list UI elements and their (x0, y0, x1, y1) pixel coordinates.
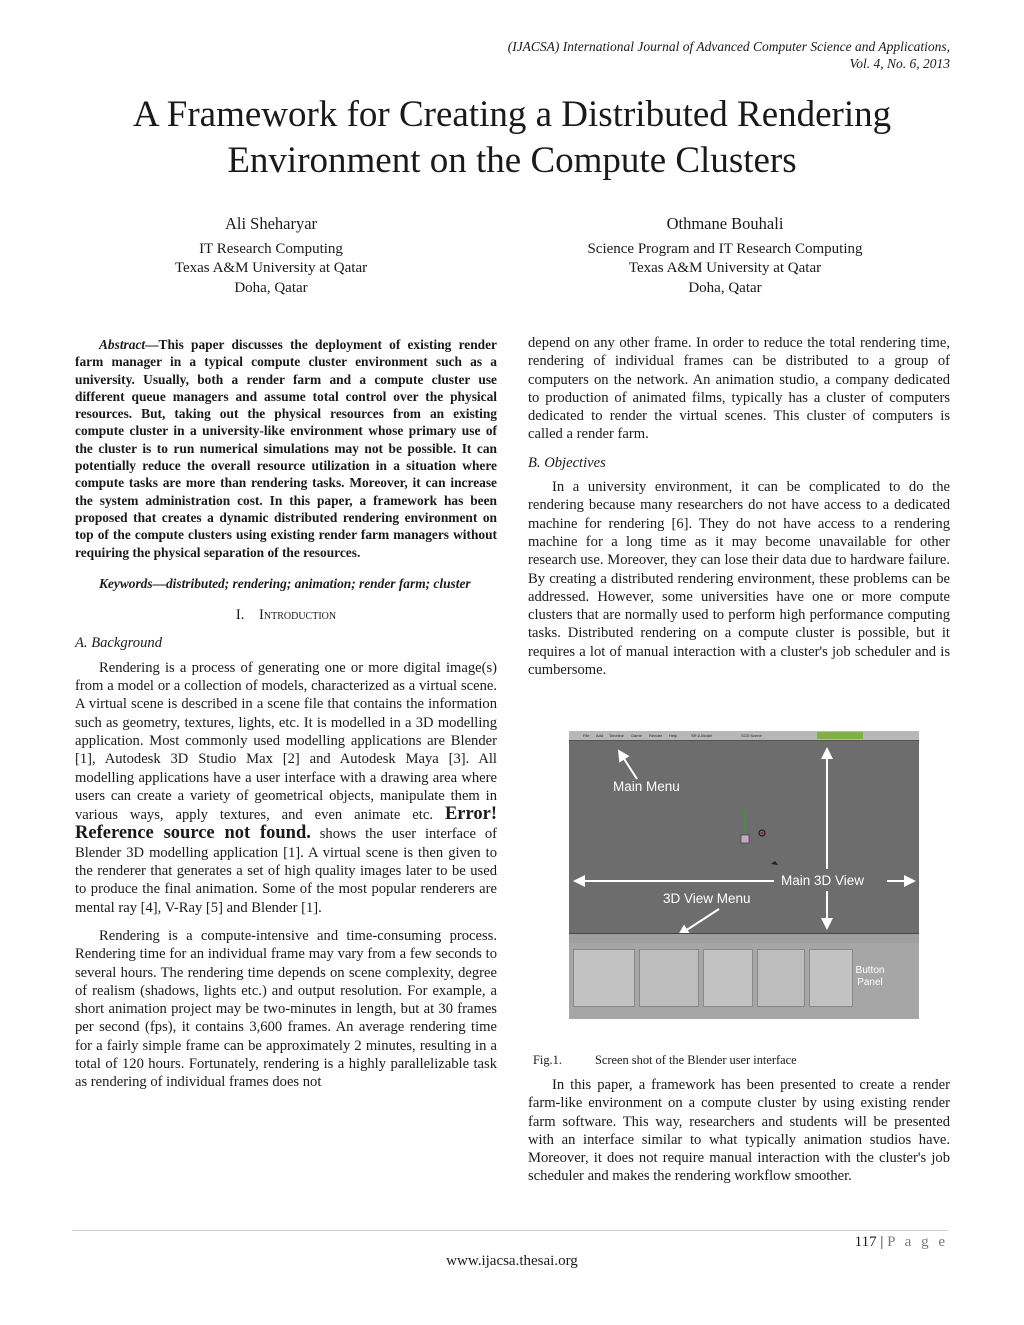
paragraph: depend on any other frame. In order to reduce the total rendering time, rendering of individual frames can be distributed to a group of computers on the network. An animation studio, a company dedicated to production of animated films, typically has a cluster of computers dedicated to render the virtual scenes. This cluster of computers is called a render farm. (528, 335, 950, 443)
panel-block (809, 949, 853, 1007)
author-location: Doha, Qatar (234, 279, 308, 296)
paragraph: In a university environment, it can be complicated to do the rendering because many researchers do not have access to a dedicated machine for rendering [6]. They do not have access to a rendering machine for a long time as it may become unavailable for other research use. Moreover, they can lose their data due to hardware failure. By creating a distributed rendering environment, these problems can be addressed. However, some universities have one or more compute clusters that are normally used to perform high performance computing tasks. Distributed rendering on a compute cluster is possible, but it requires a lot of manual interaction with a cluster's job scheduler and is cumbersome. (528, 479, 950, 679)
journal-header (508, 38, 950, 72)
paper-title: A Framework for Creating a Distributed Rendering Environment on the Compute Clusters (132, 94, 892, 181)
3d-view-menu-label: 3D View Menu (663, 891, 751, 906)
section-number: I. (235, 607, 245, 624)
menu-item: Help (669, 733, 678, 738)
page-word: P a g e (887, 1234, 948, 1250)
author-location: Doha, Qatar (688, 279, 762, 296)
menu-item: SCE:Scene (741, 733, 762, 738)
author-block-1 (121, 214, 421, 298)
figure-caption (533, 1053, 797, 1068)
paragraph: In this paper, a framework has been presented to create a render farm-like environment on a compute cluster by using existing render farm software. This way, researchers and students will be presented with an interface similar to what typically animation studios have. Moreover, it does not require manual interaction with the cluster's job scheduler and makes the rendering workflow smoother. (528, 1077, 950, 1185)
subsection-heading: B. Objectives (528, 454, 606, 471)
journal-url[interactable]: www.ijacsa.thesai.org (446, 1253, 578, 1269)
menu-item: Game (631, 733, 642, 738)
footer-divider (72, 1230, 948, 1231)
abstract-label: Abstract (99, 337, 146, 352)
section-heading (75, 606, 497, 624)
blender-screenshot (569, 731, 919, 1019)
paragraph (75, 659, 497, 917)
section-title: Introduction (259, 607, 337, 624)
panel-block (639, 949, 699, 1007)
paragraph-text: Rendering is a process of generating one or more digital image(s) from a model or a collection of models, characterized as a virtual scene. A virtual scene is described in a scene file that contains the information such as geometry, textures, lights, etc. It is modelled in a 3D modelling application. Most commonly used modelling applications are Blender [1], Autodesk 3D Studio Max [2] and Autodesk Maya [3]. All modelling applications have a user interface with a drawing area where users can create a variety of geometrical objects, manipulate them in various ways, apply textures, and even animate etc. (75, 659, 497, 824)
cube-object (741, 835, 749, 843)
main-3d-view-label: Main 3D View (781, 873, 865, 888)
menu-item: SR:2-Model (691, 733, 713, 738)
abstract (75, 336, 497, 561)
author-block-2 (545, 214, 905, 298)
author-name: Othmane Bouhali (666, 214, 784, 233)
right-column-continued (528, 1076, 950, 1186)
abstract-text: —This paper discusses the deployment of existing render farm manager in a typical compute cluster environment such as a university. Usually, both a render farm and a compute cluster use different queue managers and assume total control over the physical resources. But, taking out the physical resources from an existing compute cluster in a university-like environment whose primary use of the cluster is to run numerical simulations may not be possible. It can potentially reduce the overall resource utilization in a situation where compute tasks are more than rendering tasks. Moreover, it can increase the system administration cost. In this paper, a framework has been proposed that creates a dynamic distributed rendering environment on top of the compute clusters using existing render farm managers without requiring the physical separation of the resources. (75, 337, 497, 560)
button-panel-label-line: Button (855, 965, 885, 976)
3d-cursor-center (761, 832, 763, 834)
journal-volume: Vol. 4, No. 6, 2013 (849, 56, 950, 71)
menu-item: Render (649, 733, 663, 738)
caption-text: Screen shot of the Blender user interface (595, 1053, 797, 1067)
author-university: Texas A&M University at Qatar (628, 260, 822, 276)
menu-item: Add (596, 733, 604, 738)
journal-name: (IJACSA) International Journal of Advanced Computer Science and Applications, (507, 39, 950, 54)
keywords: Keywords—distributed; rendering; animation; render farm; cluster (99, 575, 471, 591)
panel-block (757, 949, 805, 1007)
menu-item: Timeline (609, 733, 624, 738)
page-number-value: 117 (854, 1234, 877, 1250)
main-menu-arrow (619, 751, 637, 779)
button-panel-label-line: Panel (857, 977, 883, 988)
author-name: Ali Sheharyar (224, 214, 318, 233)
page-separator: | (876, 1234, 888, 1250)
camera-object (771, 861, 778, 865)
right-column (528, 334, 950, 679)
paragraph-text: shows the user interface of Blender 3D modelling application [1]. A virtual scene is then given to the renderer that generates a set of high quality images later to be used to produce the final animation. Some of the most popular renderers are mental ray [4], V-Ray [5] and Blender [1]. (75, 826, 497, 916)
main-menu-label: Main Menu (613, 779, 680, 794)
page-number (855, 1234, 948, 1251)
left-column (75, 336, 497, 1092)
panel-block (573, 949, 635, 1007)
broken-reference: Error! Reference source not found. (75, 804, 497, 844)
panel-block (703, 949, 753, 1007)
menu-item: File (583, 733, 590, 738)
button-panel (569, 943, 919, 1019)
paragraph: Rendering is a compute-intensive and time-consuming process. Rendering time for an individual frame may vary from a few seconds to several hours. The rendering time depends on scene complexity, degree of realism (shadows, lights etc.) and output resolution. For example, a short animation project may be two-minutes in length, but at 30 frames per second (fps), it contains 3,600 frames. An average rendering time for a fairly simple frame can be approximately 2 minutes, resulting in a total of 120 hours. Fortunately, rendering is a highly parallelizable task as rendering of individual frames does not (75, 927, 497, 1091)
author-university: Texas A&M University at Qatar (174, 260, 368, 276)
button-panel-label (852, 965, 888, 989)
author-dept: IT Research Computing (199, 240, 343, 257)
subsection-heading: A. Background (75, 635, 162, 652)
view-menu-arrow (679, 909, 719, 935)
author-dept: Science Program and IT Research Computing (587, 240, 863, 257)
caption-label: Fig.1. (533, 1053, 562, 1067)
